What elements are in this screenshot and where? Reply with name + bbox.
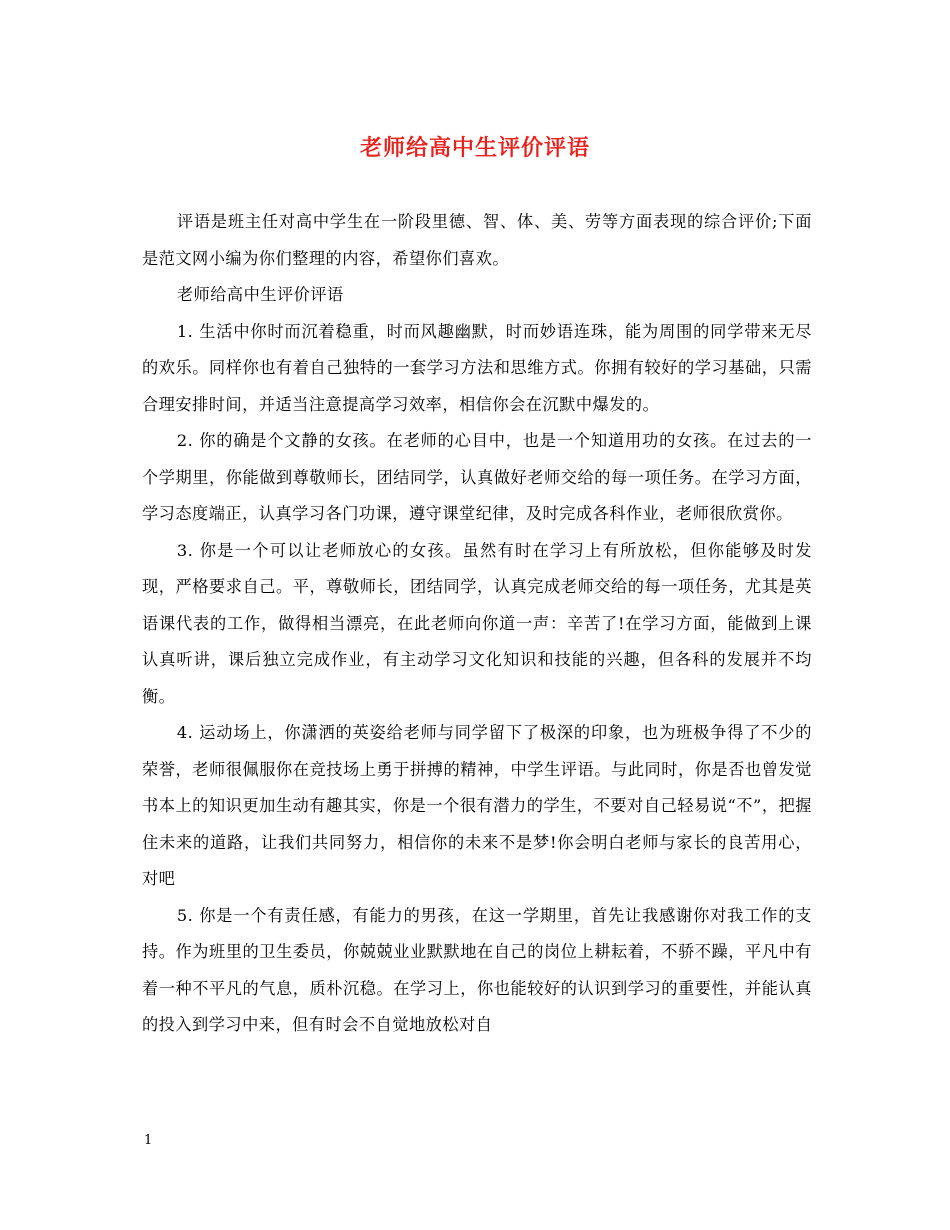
comment-paragraph-3: 3. 你是一个可以让老师放心的女孩。虽然有时在学习上有所放松，但你能够及时发现，严格要求自己。平，尊敬师长，团结同学，认真完成老师交给的每一项任务，尤其是英语课代表的工作，做得相当漂亮，在此老师向你道一声：辛苦了!在学习方面，能做到上课认真听讲，课后独立完成作业，有主动学习文化知识和技能的兴趣，但各科的发展并不均衡。 xyxy=(142,540,812,706)
document-body xyxy=(142,204,812,1044)
comment-paragraph-1: 1. 生活中你时而沉着稳重，时而风趣幽默，时而妙语连珠，能为周围的同学带来无尽的欢乐。同样你也有着自己独特的一套学习方法和思维方式。你拥有较好的学习基础，只需合理安排时间，并适当注意提高学习效率，相信你会在沉默中爆发的。 xyxy=(142,321,812,414)
comment-paragraph-2: 2. 你的确是个文静的女孩。在老师的心目中，也是一个知道用功的女孩。在过去的一个学期里，你能做到尊敬师长，团结同学，认真做好老师交给的每一项任务。在学习方面，学习态度端正，认真学习各门功课，遵守课堂纪律，及时完成各科作业，老师很欣赏你。 xyxy=(142,431,812,523)
comment-paragraph-4: 4. 运动场上，你潇洒的英姿给老师与同学留下了极深的印象，也为班极争得了不少的荣誉，老师很佩服你在竞技场上勇于拼搏的精神，中学生评语。与此同时，你是否也曾发觉书本上的知识更加生动有趣其实，你是一个很有潜力的学生，不要对自己轻易说“不”，把握住未来的道路，让我们共同努力，相信你的未来不是梦!你会明白老师与家长的良苦用心，对吧 xyxy=(142,723,812,888)
page-number: 1 xyxy=(144,1133,153,1148)
intro-paragraph: 评语是班主任对高中学生在一阶段里德、智、体、美、劳等方面表现的综合评价;下面是范文网小编为你们整理的内容，希望你们喜欢。 xyxy=(142,212,812,268)
section-heading: 老师给高中生评价评语 xyxy=(176,285,344,304)
comment-paragraph-5: 5. 你是一个有责任感，有能力的男孩，在这一学期里，首先让我感谢你对我工作的支持。作为班里的卫生委员，你兢兢业业默默地在自己的岗位上耕耘着，不骄不躁，平凡中有着一种不平凡的气息，质朴沉稳。在学习上，你也能较好的认识到学习的重要性，并能认真的投入到学习中来，但有时会不自觉地放松对自 xyxy=(142,905,812,1034)
document-title: 老师给高中生评价评语 xyxy=(359,135,590,161)
